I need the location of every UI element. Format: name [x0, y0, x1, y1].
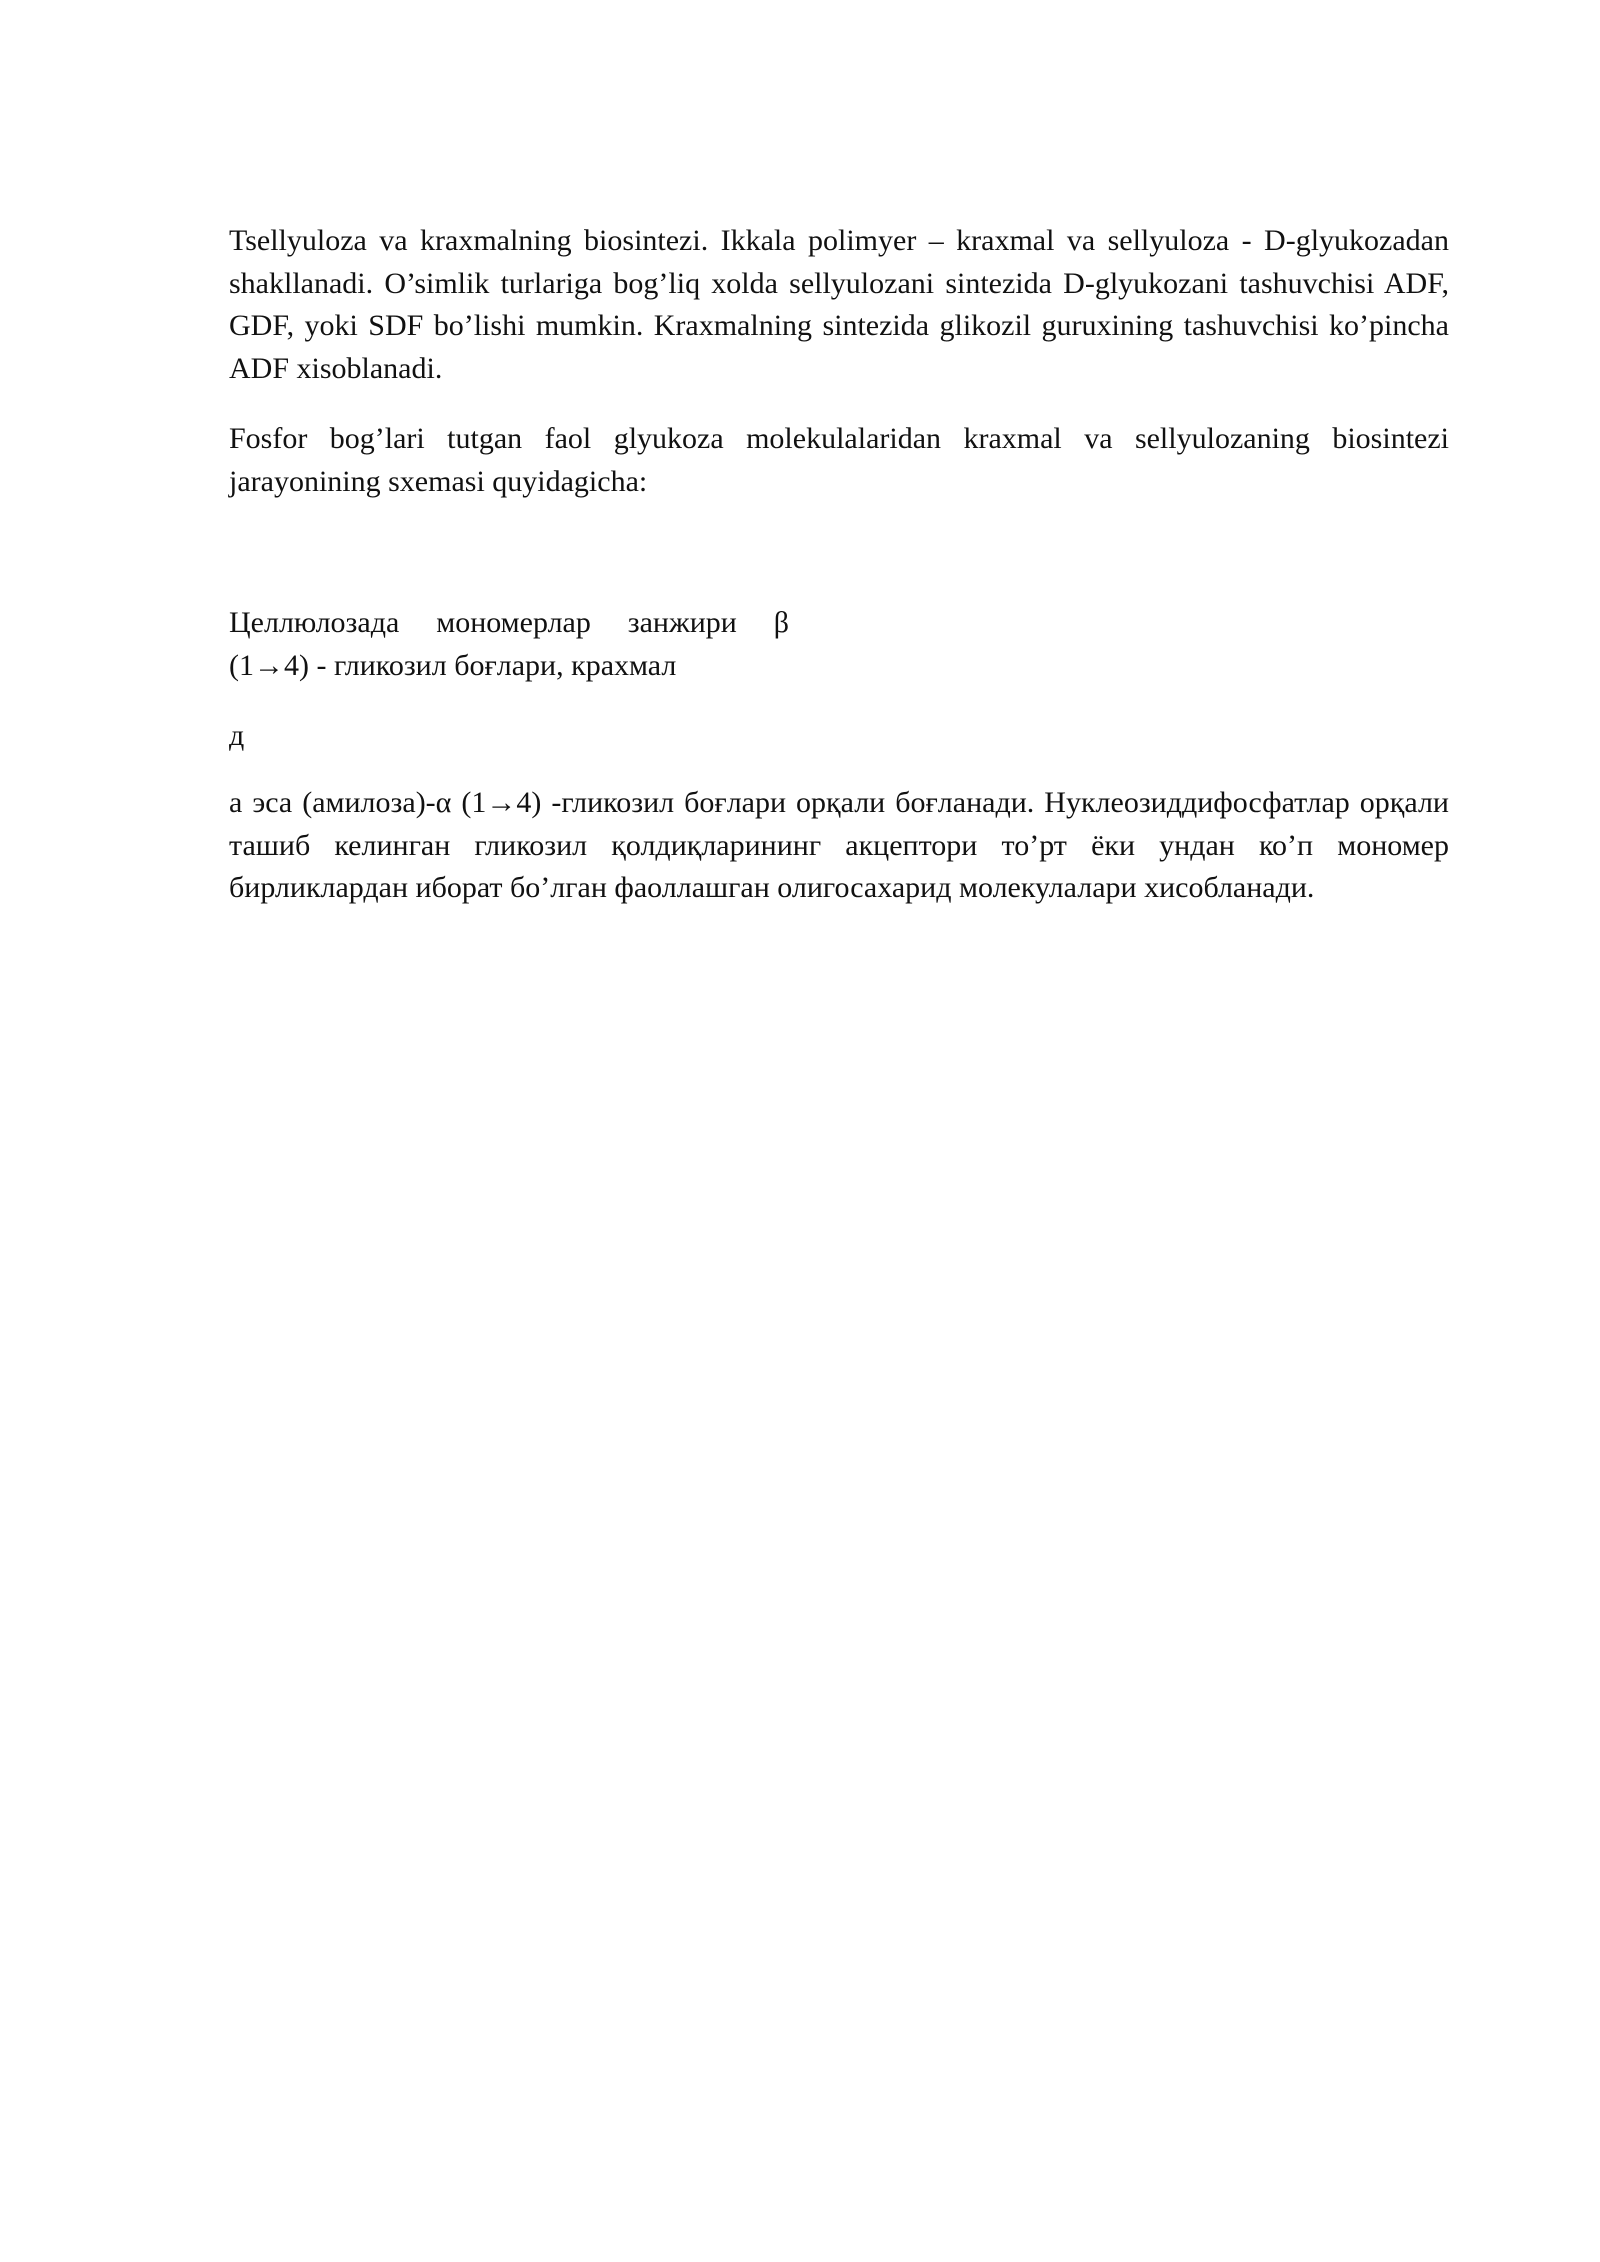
paragraph-biosynthesis-intro: Tsellyuloza va kraxmalning biosintezi. Ikkala polimyer – kraxmal va sellyuloza - D-glyukozadan shakllanadi. O’simlik turlariga bog’liq xolda sellyulozani sintezida D-glyukozani tashuvchisi ADF, GDF, yoki SDF bo’lishi mumkin. Kraxmalning sintezida glikozil guruxining tashuvchisi ko’pincha ADF xisoblanadi. [229, 224, 1449, 385]
paragraph-cellulose-chain [229, 602, 1449, 687]
cellulose-chain-line-1: Целлюлозада мономерлар занжири β [229, 606, 789, 639]
paragraph-fragment: д [229, 719, 245, 752]
paragraph-scheme-intro: Fosfor bog’lari tutgan faol glyukoza molekulalaridan kraxmal va sellyulozaning biosintezi jarayonining sxemasi quyidagicha: [229, 422, 1449, 498]
paragraph-amylose-bonds: а эса (амилоза)-α (1→4) -гликозил боғлари орқали боғланади. Нуклеозиддифосфатлар орқали ташиб келинган гликозил қолдиқларининг акцептори то’рт ёки ундан ко’п мономер бирликлардан иборат бо’лган фаоллашган олигосахарид молекулалари хисобланади. [229, 786, 1449, 904]
cellulose-chain-line-2: (1→4) - гликозил боғлари, крахмал [229, 648, 677, 682]
